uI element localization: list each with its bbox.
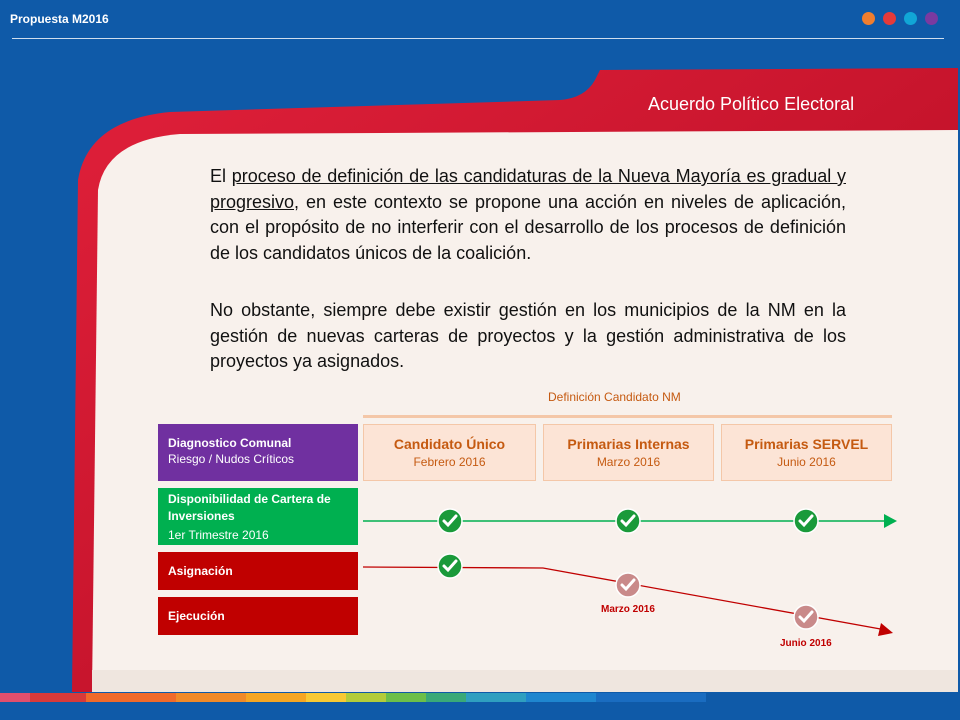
date-junio: Junio 2016 [780,638,832,649]
row-asignacion [158,552,358,590]
definition-underline [363,415,892,418]
phase-primarias-servel [721,424,892,481]
row-title: Disponibilidad de Cartera de Inversiones [168,492,331,523]
row-subtitle: Riesgo / Nudos Críticos [168,452,295,466]
phase-title: Primarias SERVEL [744,436,869,452]
phase-primarias-internas [543,424,714,481]
paragraph-1-lead: El [210,166,232,186]
phase-date: Junio 2016 [777,455,836,469]
row-title: Diagnostico Comunal [168,436,292,450]
phase-title: Candidato Único [393,436,506,452]
phase-title: Primarias Internas [567,436,690,452]
phase-date: Febrero 2016 [413,455,486,469]
phase-candidato-unico [363,424,536,481]
section-tag: Acuerdo Político Electoral [648,94,855,114]
paragraph-1 [210,164,846,266]
bottom-color-strip [0,693,960,702]
paragraph-1-rest: , en este contexto se propone una acción en niveles de aplicación, con el propósito de no interferir con el desarrollo de los procesos de definición de los candidatos únicos de la coalición. [210,191,846,263]
definition-header: Definición Candidato NM [548,390,681,404]
date-marzo: Marzo 2016 [601,604,655,615]
row-disponibilidad [158,488,358,545]
paragraph-1-underlined: proceso de definición de las candidaturas de la Nueva Mayoría es gradual y progresivo [210,166,846,212]
row-subtitle: 1er Trimestre 2016 [168,528,269,542]
row-diagnostico [158,424,358,481]
presentation-title: Propuesta M2016 [10,12,109,26]
row-title: Asignación [168,564,233,578]
frame-shadow [92,670,958,692]
row-title: Ejecución [168,609,225,623]
paragraph-2: No obstante, siempre debe existir gestión en los municipios de la NM en la gestión de nuevas carteras de proyectos y la gestión administrativa de los proyectos ya asignados. [210,300,846,371]
phase-date: Marzo 2016 [596,455,661,469]
row-ejecucion [158,597,358,635]
